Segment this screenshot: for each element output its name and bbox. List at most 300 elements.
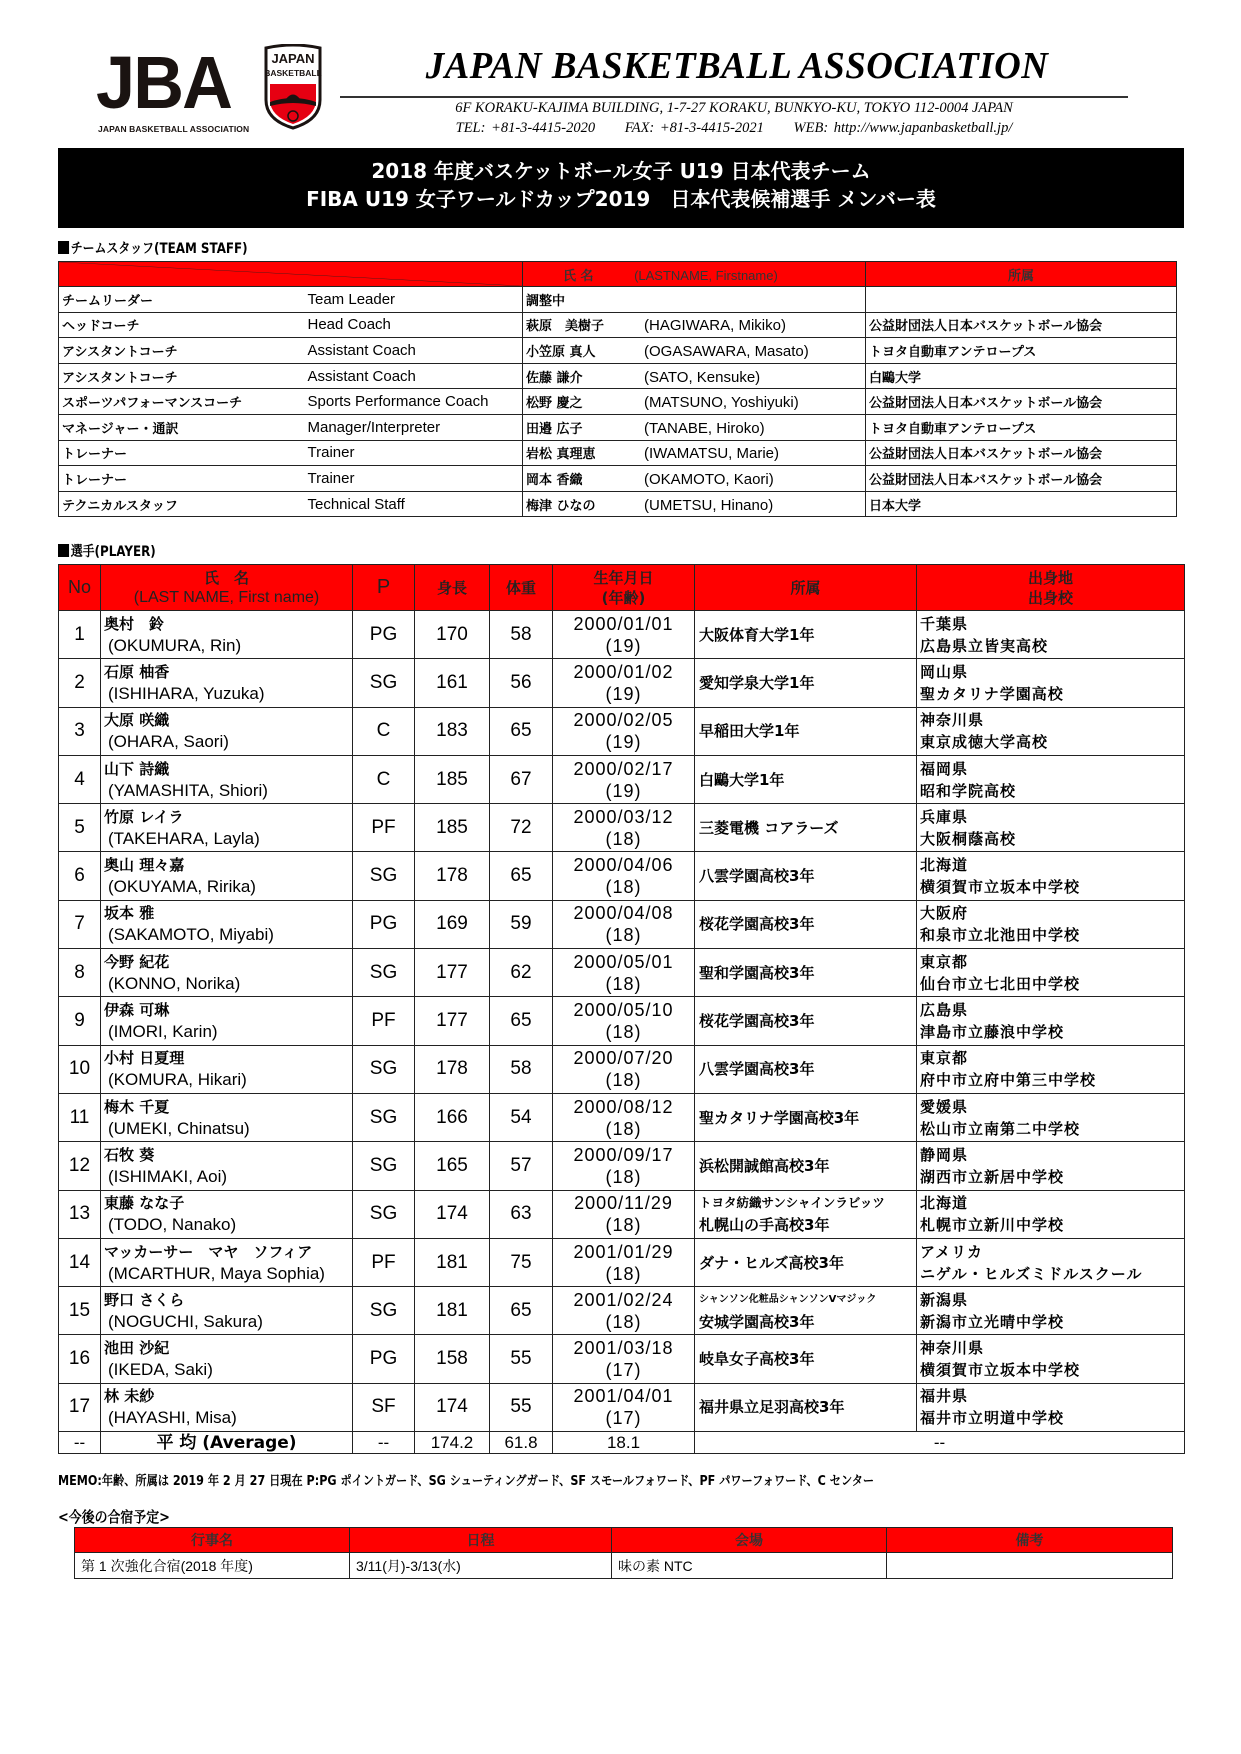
player-position: PG [353, 900, 415, 948]
shield-line2: BASKETBALL [264, 68, 322, 78]
player-origin [917, 997, 1185, 1045]
player-club [695, 1287, 917, 1335]
staff-row [59, 414, 1177, 440]
player-weight: 67 [490, 755, 553, 803]
player-former-school: 府中市立府中第三中学校 [920, 1071, 1097, 1090]
player-club-team: トヨタ紡織サンシャインラビッツ [699, 1195, 885, 1211]
staff-name-jp: 田邉 広子 [526, 421, 583, 437]
player-origin [917, 1238, 1185, 1286]
camp-row [75, 1553, 1173, 1579]
player-name [101, 1383, 353, 1431]
player-hometown: 神奈川県 [920, 1339, 985, 1358]
player-birthdate: 2000/02/17 [573, 758, 674, 779]
player-weight: 65 [490, 997, 553, 1045]
player-club [695, 1383, 917, 1431]
player-row [59, 1045, 1185, 1093]
camp-dates: 3/11(月)-3/13(水) [350, 1553, 612, 1579]
average-height: 174.2 [415, 1432, 490, 1454]
player-age: (17) [605, 1408, 642, 1429]
average-position: -- [353, 1432, 415, 1454]
player-weight: 63 [490, 1190, 553, 1238]
header-no: No [59, 565, 101, 611]
player-origin [917, 1093, 1185, 1141]
staff-name-en: (IWAMATSU, Marie) [644, 445, 779, 463]
staff-role-jp: チームリーダー [59, 287, 305, 313]
player-name-en: (UMEKI, Chinatsu) [108, 1118, 250, 1138]
player-origin [917, 949, 1185, 997]
player-name [101, 1045, 353, 1093]
player-age: (18) [605, 1263, 642, 1284]
camp-notes [887, 1553, 1173, 1579]
organization-name: JAPAN BASKETBALL ASSOCIATION [425, 45, 1049, 87]
player-name [101, 997, 353, 1045]
player-age: (19) [605, 732, 642, 753]
player-origin [917, 1190, 1185, 1238]
player-age: (18) [605, 877, 642, 898]
player-birthdate: 2000/04/08 [573, 903, 674, 924]
player-dob [553, 804, 695, 852]
player-name-en: (MCARTHUR, Maya Sophia) [108, 1263, 325, 1283]
player-hometown: 神奈川県 [920, 711, 985, 730]
player-name-jp: 石牧 葵 [104, 1145, 155, 1164]
player-name [101, 900, 353, 948]
staff-affiliation: トヨタ自動車アンテロープス [866, 338, 1177, 364]
player-name-jp: 池田 沙紀 [104, 1339, 170, 1358]
staff-name-jp: 岩松 真理恵 [526, 447, 596, 463]
player-name-en: (NOGUCHI, Sakura) [108, 1311, 263, 1331]
player-weight: 62 [490, 949, 553, 997]
player-former-school: 松山市立南第二中学校 [920, 1119, 1081, 1138]
staff-name-jp: 岡本 香織 [526, 472, 583, 488]
staff-section-heading [58, 241, 248, 257]
player-weight: 58 [490, 611, 553, 659]
player-age: (19) [605, 780, 642, 801]
header-origin: 出身地 出身校 [917, 565, 1185, 611]
player-age: (18) [605, 1022, 642, 1043]
player-height: 181 [415, 1238, 490, 1286]
player-age: (18) [605, 1166, 642, 1187]
player-no: 1 [59, 611, 101, 659]
player-height: 178 [415, 852, 490, 900]
player-row [59, 1238, 1185, 1286]
staff-affiliation: トヨタ自動車アンテロープス [866, 414, 1177, 440]
staff-role-jp: マネージャー・通訳 [59, 414, 305, 440]
player-name-en: (KONNO, Norika) [108, 973, 241, 993]
player-former-school: 和泉市立北池田中学校 [920, 926, 1081, 945]
player-former-school: 福井市立明道中学校 [920, 1409, 1065, 1428]
player-name-en: (IKEDA, Saki) [108, 1360, 213, 1380]
player-club-name: 愛知学泉大学1年 [699, 673, 815, 692]
website-link[interactable]: WEB: http://www.japanbasketball.jp/ [793, 120, 1013, 136]
player-club-school: 札幌山の手高校3年 [699, 1216, 830, 1235]
player-height: 177 [415, 997, 490, 1045]
player-name [101, 1238, 353, 1286]
player-height: 170 [415, 611, 490, 659]
player-former-school: 横須賀市立坂本中学校 [920, 878, 1081, 897]
staff-role-en: Assistant Coach [305, 338, 523, 364]
player-club [695, 1335, 917, 1383]
player-birthdate: 2000/02/05 [573, 710, 674, 731]
player-birthdate: 2001/02/24 [573, 1289, 674, 1310]
player-height: 185 [415, 804, 490, 852]
player-hometown: アメリカ [920, 1242, 983, 1261]
player-row [59, 611, 1185, 659]
player-birthdate: 2000/04/06 [573, 855, 674, 876]
player-name-jp: 山下 詩織 [104, 759, 170, 778]
player-dob [553, 659, 695, 707]
player-club-name: 三菱電機 コアラーズ [699, 818, 839, 837]
player-height: 169 [415, 900, 490, 948]
memo-note: MEMO:年齢、所属は 2019 年 2 月 27 日現在 P:PG ポイントガード、SG シューティングガード、SF スモールフォワード、PF パワーフォワード、C センター [58, 1474, 875, 1489]
player-name-en: (TAKEHARA, Layla) [108, 828, 260, 848]
player-club-name: 八雲学園高校3年 [699, 1060, 815, 1079]
player-no: 9 [59, 997, 101, 1045]
header-club: 所属 [695, 565, 917, 611]
logo-subtitle: JAPAN BASKETBALL ASSOCIATION [98, 124, 250, 134]
player-position: PF [353, 997, 415, 1045]
staff-affiliation: 公益財団法人日本バスケットボール協会 [866, 389, 1177, 415]
player-hometown: 岡山県 [920, 662, 969, 681]
player-weight: 75 [490, 1238, 553, 1286]
organization-address: 6F KORAKU-KAJIMA BUILDING, 1-7-27 KORAKU, BUNKYO-KU, TOKYO 112-0004 JAPAN [455, 100, 1013, 116]
player-no: 5 [59, 804, 101, 852]
player-row [59, 900, 1185, 948]
player-club [695, 1238, 917, 1286]
staff-name-en: (OGASAWARA, Masato) [644, 342, 809, 360]
player-club-team: シャンソン化粧品シャンソンVマジック [699, 1293, 877, 1305]
player-weight: 54 [490, 1093, 553, 1141]
staff-name-jp: 梅津 ひなの [526, 498, 596, 514]
player-no: 6 [59, 852, 101, 900]
player-dob [553, 755, 695, 803]
player-height: 185 [415, 755, 490, 803]
player-section-label: 選手(PLAYER) [70, 544, 156, 560]
player-row [59, 1383, 1185, 1431]
staff-role-en: Assistant Coach [305, 363, 523, 389]
player-name-en: (TODO, Nanako) [108, 1215, 237, 1235]
player-birthdate: 2000/08/12 [573, 1096, 674, 1117]
camp-schedule-table [74, 1527, 1173, 1579]
player-hometown: 北海道 [920, 1194, 969, 1213]
organization-contact [340, 118, 1128, 138]
player-no: 2 [59, 659, 101, 707]
player-position: SG [353, 852, 415, 900]
staff-row [59, 363, 1177, 389]
player-dob [553, 1045, 695, 1093]
player-birthdate: 2000/01/02 [573, 661, 674, 682]
player-hometown: 新潟県 [920, 1290, 969, 1309]
header-venue: 会場 [612, 1528, 887, 1553]
player-row [59, 707, 1185, 755]
staff-role-en: Technical Staff [305, 491, 523, 517]
player-former-school: 横須賀市立坂本中学校 [920, 1361, 1081, 1380]
player-hometown: 広島県 [920, 1001, 969, 1020]
player-no: 16 [59, 1335, 101, 1383]
player-name-en: (OKUMURA, Rin) [108, 635, 242, 655]
player-row [59, 659, 1185, 707]
player-height: 181 [415, 1287, 490, 1335]
staff-affiliation: 日本大学 [866, 491, 1177, 517]
staff-section-label: チームスタッフ(TEAM STAFF) [70, 241, 248, 257]
player-club [695, 707, 917, 755]
player-position: PG [353, 611, 415, 659]
average-rest: -- [695, 1432, 1185, 1454]
player-name-en: (ISHIMAKI, Aoi) [108, 1166, 228, 1186]
player-age: (18) [605, 925, 642, 946]
staff-row [59, 440, 1177, 466]
player-row [59, 1142, 1185, 1190]
staff-name-en: (UMETSU, Hinano) [644, 496, 774, 514]
player-hometown: 静岡県 [920, 1145, 969, 1164]
telephone: TEL: +81-3-4415-2020 [455, 120, 596, 136]
staff-name [523, 338, 866, 364]
player-name [101, 755, 353, 803]
average-no: -- [59, 1432, 101, 1454]
player-hometown: 兵庫県 [920, 807, 969, 826]
player-age: (19) [605, 683, 642, 704]
staff-name [523, 414, 866, 440]
player-name-jp: マッカーサー マヤ ソフィア [104, 1242, 313, 1261]
player-name [101, 804, 353, 852]
staff-name [523, 312, 866, 338]
player-former-school: 昭和学院高校 [920, 781, 1017, 800]
player-name-en: (YAMASHITA, Shiori) [108, 780, 268, 800]
average-weight: 61.8 [490, 1432, 553, 1454]
player-hometown: 愛媛県 [920, 1097, 969, 1116]
staff-name-jp: 佐藤 謙介 [526, 370, 583, 386]
staff-affiliation [866, 287, 1177, 313]
staff-table [58, 261, 1177, 517]
staff-role-en: Trainer [305, 440, 523, 466]
player-no: 10 [59, 1045, 101, 1093]
staff-role-jp: テクニカルスタッフ [59, 491, 305, 517]
player-name-jp: 梅木 千夏 [104, 1097, 170, 1116]
player-former-school: 新潟市立光晴中学校 [920, 1312, 1065, 1331]
staff-table-header [59, 262, 1177, 287]
staff-name [523, 466, 866, 492]
player-weight: 58 [490, 1045, 553, 1093]
player-dob [553, 1383, 695, 1431]
player-club [695, 804, 917, 852]
staff-name-jp: 調整中 [526, 293, 566, 309]
staff-name [523, 287, 866, 313]
player-no: 4 [59, 755, 101, 803]
player-club-name: 八雲学園高校3年 [699, 867, 815, 886]
player-no: 15 [59, 1287, 101, 1335]
player-age: (18) [605, 973, 642, 994]
player-former-school: 東京成徳大学高校 [920, 733, 1049, 752]
player-hometown: 北海道 [920, 856, 969, 875]
player-weight: 55 [490, 1383, 553, 1431]
player-name [101, 1142, 353, 1190]
staff-affiliation: 公益財団法人日本バスケットボール協会 [866, 466, 1177, 492]
staff-name-en: (SATO, Kensuke) [644, 368, 761, 386]
player-name [101, 1287, 353, 1335]
player-club-name: 福井県立足羽高校3年 [699, 1398, 845, 1417]
camp-venue: 味の素 NTC [612, 1553, 887, 1579]
player-position: SG [353, 1190, 415, 1238]
header-height: 身長 [415, 565, 490, 611]
player-height: 165 [415, 1142, 490, 1190]
player-former-school: 仙台市立七北田中学校 [920, 974, 1081, 993]
player-name [101, 1335, 353, 1383]
player-age: (18) [605, 1311, 642, 1332]
staff-header-affiliation: 所属 [866, 262, 1177, 287]
player-dob [553, 949, 695, 997]
player-name-jp: 東藤 なな子 [104, 1194, 185, 1213]
player-age: (18) [605, 1070, 642, 1091]
staff-header-blank [59, 262, 523, 287]
player-origin [917, 804, 1185, 852]
player-name-en: (OKUYAMA, Ririka) [108, 877, 256, 897]
staff-row [59, 338, 1177, 364]
player-birthdate: 2000/07/20 [573, 1048, 674, 1069]
player-weight: 55 [490, 1335, 553, 1383]
player-name-en: (HAYASHI, Misa) [108, 1408, 237, 1428]
player-dob [553, 1287, 695, 1335]
player-weight: 72 [490, 804, 553, 852]
player-club [695, 949, 917, 997]
staff-role-jp: スポーツパフォーマンスコーチ [59, 389, 305, 415]
player-club-name: 浜松開誠館高校3年 [699, 1156, 830, 1175]
staff-name-en: (OKAMOTO, Kaori) [644, 470, 774, 488]
player-dob [553, 707, 695, 755]
player-name-jp: 伊森 可琳 [104, 1001, 170, 1020]
player-club [695, 1045, 917, 1093]
header-notes: 備考 [887, 1528, 1173, 1553]
average-row [59, 1432, 1185, 1454]
player-name-en: (ISHIHARA, Yuzuka) [108, 683, 265, 703]
player-height: 174 [415, 1383, 490, 1431]
player-name [101, 659, 353, 707]
square-bullet-icon [58, 544, 69, 557]
player-table [58, 564, 1185, 1454]
fax: FAX: +81-3-4415-2021 [624, 120, 764, 136]
player-position: SG [353, 1287, 415, 1335]
staff-role-en: Manager/Interpreter [305, 414, 523, 440]
staff-name-jp: 松野 慶之 [526, 396, 583, 412]
staff-name-en: (HAGIWARA, Mikiko) [644, 317, 786, 335]
player-former-school: 津島市立藤浪中学校 [920, 1023, 1065, 1042]
staff-header-name: 氏 名 (LASTNAME, Firstname) [523, 262, 866, 287]
player-name-jp: 奥山 理々嘉 [104, 856, 185, 875]
player-weight: 59 [490, 900, 553, 948]
player-former-school: 大阪桐蔭高校 [920, 829, 1017, 848]
player-section-heading [58, 544, 156, 560]
player-club-name: ダナ・ヒルズ高校3年 [699, 1253, 844, 1272]
player-club [695, 611, 917, 659]
camp-table-header [75, 1528, 1173, 1553]
player-former-school: ニゲル・ヒルズミドルスクール [920, 1264, 1143, 1283]
player-name-jp: 大原 咲織 [104, 711, 170, 730]
staff-role-en: Sports Performance Coach [305, 389, 523, 415]
staff-name-en: (MATSUNO, Yoshiyuki) [644, 394, 799, 412]
staff-affiliation: 白鷗大学 [866, 363, 1177, 389]
player-position: C [353, 755, 415, 803]
player-row [59, 1287, 1185, 1335]
staff-name-jp: 小笠原 真人 [526, 344, 596, 360]
staff-row [59, 466, 1177, 492]
player-birthdate: 2000/05/01 [573, 951, 674, 972]
staff-name [523, 440, 866, 466]
player-club-name: 聖和学園高校3年 [699, 963, 815, 982]
player-name-en: (IMORI, Karin) [108, 1022, 218, 1042]
player-hometown: 福岡県 [920, 759, 969, 778]
player-weight: 65 [490, 852, 553, 900]
player-position: SG [353, 1045, 415, 1093]
player-former-school: 広島県立皆実高校 [920, 636, 1049, 655]
banner-title-line2: FIBA U19 女子ワールドカップ2019 日本代表候補選手 メンバー表 [306, 187, 936, 211]
player-row [59, 755, 1185, 803]
player-birthdate: 2001/04/01 [573, 1386, 674, 1407]
player-name-en: (KOMURA, Hikari) [108, 1070, 247, 1090]
staff-name-en: (TANABE, Hiroko) [644, 419, 765, 437]
player-position: SG [353, 949, 415, 997]
staff-name-jp: 萩原 美樹子 [526, 319, 605, 335]
player-position: SG [353, 1093, 415, 1141]
header-event: 行事名 [75, 1528, 350, 1553]
player-hometown: 東京都 [920, 1049, 969, 1068]
player-name-jp: 林 未紗 [104, 1387, 155, 1406]
player-height: 161 [415, 659, 490, 707]
player-name-jp: 野口 さくら [104, 1290, 185, 1309]
player-no: 14 [59, 1238, 101, 1286]
player-club-name: 桜花学園高校3年 [699, 915, 815, 934]
average-label: 平 均 (Average) [101, 1432, 353, 1454]
staff-role-jp: アシスタントコーチ [59, 363, 305, 389]
staff-role-jp: トレーナー [59, 466, 305, 492]
average-age: 18.1 [553, 1432, 695, 1454]
player-birthdate: 2000/09/17 [573, 1144, 674, 1165]
player-birthdate: 2000/03/12 [573, 806, 674, 827]
player-origin [917, 1142, 1185, 1190]
player-dob [553, 852, 695, 900]
player-birthdate: 2000/11/29 [574, 1193, 673, 1214]
player-origin [917, 611, 1185, 659]
player-name-jp: 今野 紀花 [104, 952, 170, 971]
player-age: (18) [605, 1118, 642, 1139]
staff-role-jp: ヘッドコーチ [59, 312, 305, 338]
player-no: 17 [59, 1383, 101, 1431]
player-weight: 65 [490, 707, 553, 755]
player-position: SF [353, 1383, 415, 1431]
player-club [695, 1093, 917, 1141]
player-age: (18) [605, 828, 642, 849]
staff-role-en: Head Coach [305, 312, 523, 338]
diagonal-line-icon [59, 262, 522, 286]
player-name [101, 949, 353, 997]
player-club-name: 白鷗大学1年 [699, 770, 785, 789]
player-no: 8 [59, 949, 101, 997]
player-name-jp: 竹原 レイラ [104, 807, 184, 826]
player-origin [917, 852, 1185, 900]
player-no: 12 [59, 1142, 101, 1190]
player-origin [917, 707, 1185, 755]
player-height: 177 [415, 949, 490, 997]
camp-section-label: <今後の合宿予定> [58, 1508, 170, 1526]
staff-row [59, 491, 1177, 517]
player-club-name: 大阪体育大学1年 [699, 625, 815, 644]
player-name-jp: 奥村 鈴 [104, 614, 165, 633]
player-birthdate: 2000/01/01 [573, 613, 674, 634]
japan-basketball-shield-icon [262, 44, 324, 130]
player-club [695, 997, 917, 1045]
player-club [695, 755, 917, 803]
player-hometown: 千葉県 [920, 614, 969, 633]
player-club-name: 岐阜女子高校3年 [699, 1350, 815, 1369]
player-dob [553, 900, 695, 948]
title-banner [58, 148, 1184, 228]
